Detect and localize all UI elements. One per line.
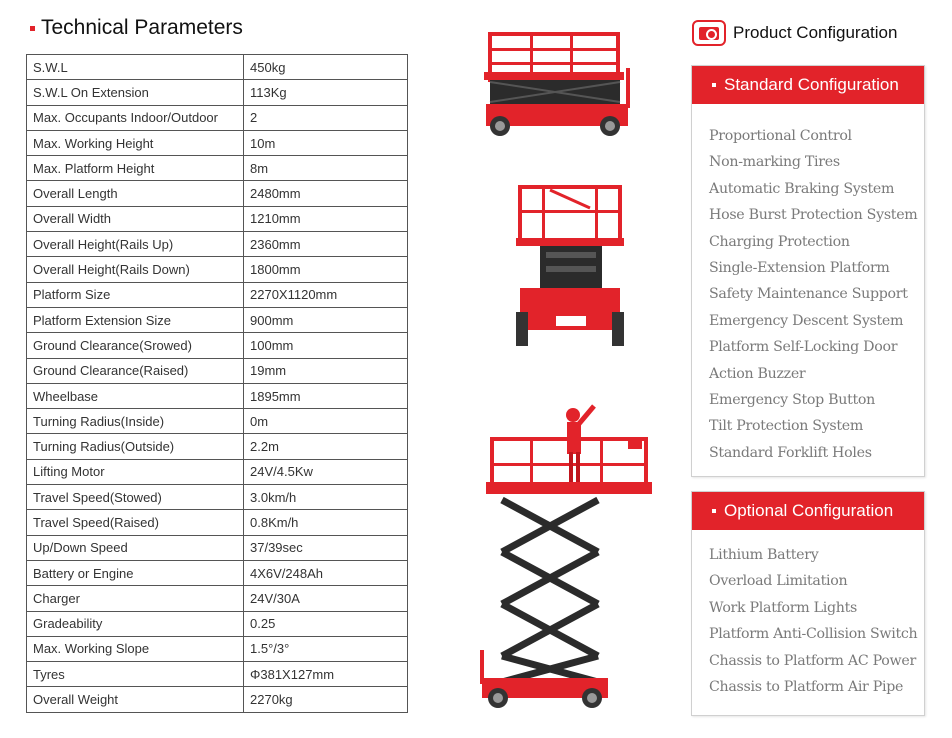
list-item: Action Buzzer (709, 365, 806, 382)
product-configuration-title: Product Configuration (733, 23, 898, 42)
list-item: Platform Anti-Collision Switch (709, 626, 918, 643)
table-row (27, 105, 408, 130)
list-item: Safety Maintenance Support (709, 286, 908, 303)
product-configuration-heading (692, 20, 897, 46)
table-row (27, 510, 408, 535)
parameter-name: Ground Clearance(Srowed) (27, 333, 244, 358)
parameter-name: S.W.L On Extension (27, 80, 244, 105)
table-row (27, 282, 408, 307)
list-item: Proportional Control (709, 128, 852, 144)
list-item: Work Platform Lights (709, 599, 857, 616)
parameter-value: 2270kg (244, 687, 408, 712)
parameter-value: 24V/30A (244, 586, 408, 611)
list-item: Chassis to Platform Air Pipe (709, 678, 904, 695)
parameter-name: Lifting Motor (27, 459, 244, 484)
parameter-value: 2270X1120mm (244, 282, 408, 307)
optional-configuration-list (692, 530, 924, 700)
parameter-value: 2360mm (244, 232, 408, 257)
table-row (27, 636, 408, 661)
parameter-name: Battery or Engine (27, 560, 244, 585)
parameter-value: 450kg (244, 55, 408, 80)
parameter-value: 2 (244, 105, 408, 130)
parameter-value: 2.2m (244, 434, 408, 459)
list-item: Overload Limitation (709, 573, 848, 590)
list-item: Platform Self-Locking Door (709, 339, 898, 356)
parameter-value: 3.0km/h (244, 485, 408, 510)
table-row (27, 181, 408, 206)
parameter-value: 900mm (244, 307, 408, 332)
table-row (27, 206, 408, 231)
parameter-name: Travel Speed(Raised) (27, 510, 244, 535)
standard-configuration-list (692, 104, 924, 466)
parameter-name: Overall Height(Rails Down) (27, 257, 244, 282)
table-row (27, 485, 408, 510)
table-row (27, 383, 408, 408)
table-row (27, 586, 408, 611)
parameter-value: 10m (244, 130, 408, 155)
parameter-name: Turning Radius(Inside) (27, 409, 244, 434)
table-row (27, 80, 408, 105)
table-row (27, 358, 408, 383)
technical-parameters-heading (30, 16, 243, 40)
optional-configuration-panel (691, 491, 925, 716)
list-item: Standard Forklift Holes (709, 444, 872, 461)
parameter-name: Platform Extension Size (27, 307, 244, 332)
parameter-name: Charger (27, 586, 244, 611)
parameter-name: Tyres (27, 662, 244, 687)
scissor-lift-raised-view (480, 406, 652, 708)
table-row (27, 409, 408, 434)
parameter-value: 100mm (244, 333, 408, 358)
parameter-name: Overall Height(Rails Up) (27, 232, 244, 257)
table-row (27, 434, 408, 459)
standard-configuration-title: Standard Configuration (724, 75, 899, 94)
parameter-name: Ground Clearance(Raised) (27, 358, 244, 383)
table-row (27, 687, 408, 712)
table-row (27, 333, 408, 358)
parameter-value: 1.5°/3° (244, 636, 408, 661)
table-row (27, 55, 408, 80)
list-item: Automatic Braking System (709, 180, 895, 197)
scissor-lift-illustrations (470, 20, 670, 720)
parameter-name: Overall Weight (27, 687, 244, 712)
table-row (27, 130, 408, 155)
parameter-name: Wheelbase (27, 383, 244, 408)
parameter-name: Up/Down Speed (27, 535, 244, 560)
table-row (27, 662, 408, 687)
parameter-value: 37/39sec (244, 535, 408, 560)
standard-configuration-header (692, 66, 924, 104)
parameter-value: 4X6V/248Ah (244, 560, 408, 585)
list-item: Hose Burst Protection System (709, 207, 918, 224)
parameter-value: Φ381X127mm (244, 662, 408, 687)
parameter-value: 1895mm (244, 383, 408, 408)
parameter-value: 19mm (244, 358, 408, 383)
list-item: Non-marking Tires (709, 154, 840, 171)
parameter-name: Gradeability (27, 611, 244, 636)
scissor-lift-front-view (516, 185, 624, 346)
list-item: Chassis to Platform AC Power (709, 652, 916, 669)
parameter-value: 24V/4.5Kw (244, 459, 408, 484)
technical-parameters-table (26, 54, 408, 713)
parameter-value: 0m (244, 409, 408, 434)
table-row (27, 307, 408, 332)
table-row (27, 611, 408, 636)
parameter-name: Turning Radius(Outside) (27, 434, 244, 459)
gear-settings-icon (692, 20, 726, 46)
table-row (27, 156, 408, 181)
scissor-lift-side-view (484, 32, 630, 136)
parameter-name: Max. Working Slope (27, 636, 244, 661)
parameter-name: Max. Working Height (27, 130, 244, 155)
list-item: Lithium Battery (709, 547, 819, 563)
standard-configuration-panel (691, 65, 925, 477)
table-row (27, 560, 408, 585)
header-bullet (712, 83, 716, 87)
optional-configuration-title: Optional Configuration (724, 501, 894, 520)
parameter-value: 0.25 (244, 611, 408, 636)
list-item: Single-Extension Platform (709, 259, 890, 276)
heading-bullet (30, 26, 35, 31)
list-item: Emergency Descent System (709, 312, 904, 329)
table-row (27, 535, 408, 560)
parameter-name: Travel Speed(Stowed) (27, 485, 244, 510)
technical-parameters-title: Technical Parameters (41, 16, 243, 39)
parameter-name: Max. Occupants Indoor/Outdoor (27, 105, 244, 130)
header-bullet (712, 509, 716, 513)
parameter-value: 2480mm (244, 181, 408, 206)
table-row (27, 257, 408, 282)
optional-configuration-header (692, 492, 924, 530)
list-item: Charging Protection (709, 233, 850, 250)
table-row (27, 232, 408, 257)
parameter-name: Overall Width (27, 206, 244, 231)
list-item: Tilt Protection System (709, 418, 864, 435)
list-item: Emergency Stop Button (709, 391, 875, 408)
parameter-value: 113Kg (244, 80, 408, 105)
parameter-value: 1800mm (244, 257, 408, 282)
parameter-name: S.W.L (27, 55, 244, 80)
parameter-name: Platform Size (27, 282, 244, 307)
parameter-value: 8m (244, 156, 408, 181)
table-row (27, 459, 408, 484)
parameter-name: Overall Length (27, 181, 244, 206)
parameter-name: Max. Platform Height (27, 156, 244, 181)
parameter-value: 0.8Km/h (244, 510, 408, 535)
parameter-value: 1210mm (244, 206, 408, 231)
